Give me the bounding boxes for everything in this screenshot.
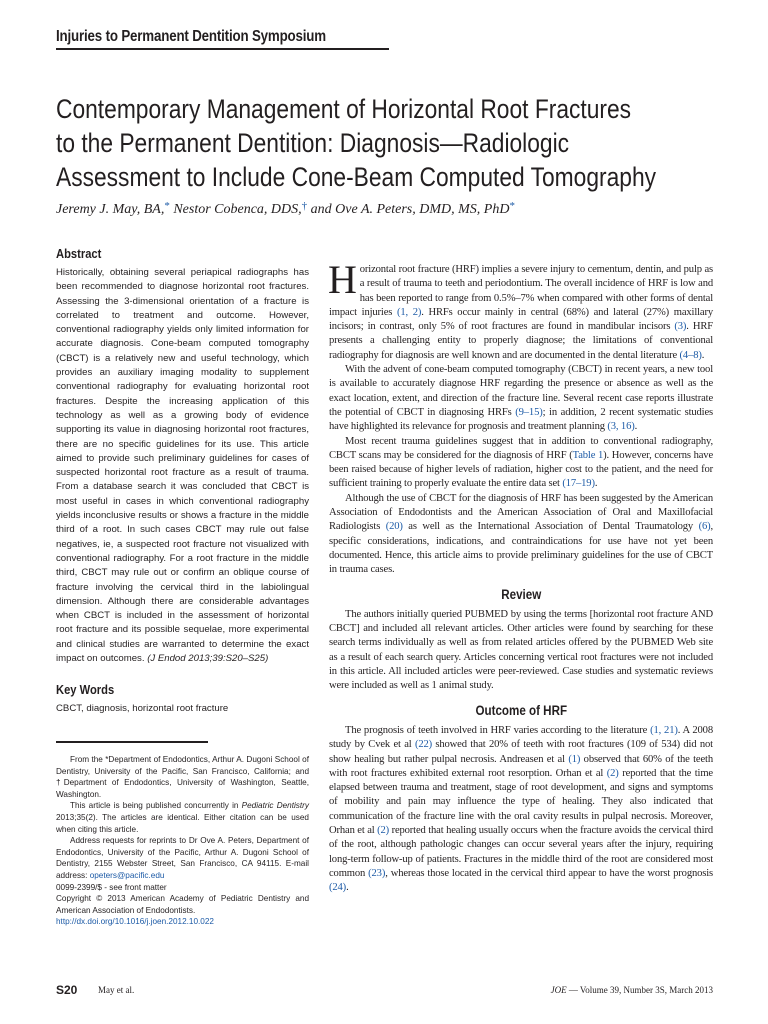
paragraph-associations xyxy=(329,492,713,578)
p3-text-1: Most recent trauma guidelines suggest that in addition to conventional radiography, CBCT scans may be considered for the diagnosis of HRF ( xyxy=(329,435,713,461)
section-header xyxy=(56,28,389,50)
ref-link[interactable]: (22) xyxy=(414,739,432,751)
title-line-2: to the Permanent Dentition: Diagnosis—Radiologic xyxy=(56,128,570,158)
o-text-7: , whereas those located in the cervical third appear to have the worst prognosis xyxy=(385,867,714,879)
intro-paragraph xyxy=(328,257,714,363)
p4-text-3: , specific considerations, indications, and contraindications for use have not yet been documented. Hence, this article aims to provide preliminary guidelines for the use of CBCT in trauma cases. xyxy=(329,521,713,576)
intro-text-4: . xyxy=(701,349,705,361)
ref-link[interactable]: (20) xyxy=(385,521,403,533)
footnote-concurrent xyxy=(56,800,309,835)
keywords-text: CBCT, diagnosis, horizontal root fracture xyxy=(56,703,229,715)
intro-text-3: . HRF presents a challenging entity to properly diagnose; the limitations of conventional radiography for diagnosis are well known and are documented in the dental literature xyxy=(329,321,713,361)
footer-authors: May et al. xyxy=(98,985,135,995)
p3-text-2: ). However, concerns have been raised because of higher levels of radiation, higher cost to the patient, and the need for sufficient training to properly evaluate the entire data set xyxy=(329,449,713,490)
author-1-affiliation-mark[interactable]: * xyxy=(164,200,170,212)
footnote-address-text: Address requests for reprints to Dr Ove A. Peters, Department of Endodontics, University of the Pacific, Arthur A. Dugoni School of Dentistry, 2155 Webster Street, San Francisco, CA 94115. E-mail address: xyxy=(56,836,309,880)
author-1: Jeremy J. May, BA, xyxy=(56,202,165,217)
ref-link[interactable]: (4–8) xyxy=(679,349,702,361)
table-link[interactable]: Table 1 xyxy=(572,449,604,461)
p3-text-3: . xyxy=(594,478,598,490)
o-text-3: showed that 20% of teeth with root fractures (109 of 534) did not show healing but rather pulpal necrosis. Andreasen et al xyxy=(329,739,713,765)
footnotes xyxy=(56,754,309,928)
doi-link[interactable]: http://dx.doi.org/10.1016/j.joen.2012.10.022 xyxy=(56,917,214,927)
ref-link[interactable]: (17–19) xyxy=(562,478,595,490)
outcome-heading xyxy=(329,704,713,718)
p4-text-2: as well as the International Association of Dental Traumatology xyxy=(402,521,699,533)
footnote-concurrent-journal: Pediatric Dentistry xyxy=(241,801,309,811)
ref-link[interactable]: (9–15) xyxy=(515,406,543,418)
journal-info xyxy=(551,985,713,995)
journal-abbrev: JOE xyxy=(550,985,567,995)
outcome-paragraph xyxy=(329,724,713,896)
p4-text-1: Although the use of CBCT for the diagnosis of HRF has been suggested by the American Association of Endodontists and the American Association of Oral and Maxillofacial Radiologists xyxy=(329,492,713,533)
author-3: and Ove A. Peters, DMD, MS, PhD xyxy=(307,202,510,217)
p2-text-2: ; in addition, 2 recent systematic studies have highlighted its relevance for prognosis and treatment planning xyxy=(329,406,713,433)
abstract-heading: Abstract xyxy=(56,246,102,261)
keywords-heading: Key Words xyxy=(56,682,115,698)
footnote-copyright: Copyright © 2013 American Academy of Pediatric Dentistry and American Association of Endodontists. xyxy=(56,894,309,915)
o-text-1: The prognosis of teeth involved in HRF varies according to the literature xyxy=(345,724,651,736)
review-paragraph: The authors initially queried PUBMED by using the terms [horizontal root fracture AND CBCT] and included all relevant articles. Other articles were found by searching for these search terms individually as well as from related articles offered by the PUBMED Web site as a result of each search query. Articles concerning vertical root fractures were not included in this article. All included articles were peer-reviewed. Case studies and systematic reviews were included as well as 1 animal study. xyxy=(329,608,713,692)
o-text-2: . A 2008 study by Cvek et al xyxy=(329,724,713,751)
footnote-concurrent-text-2: 2013;35(2). The articles are identical. Either citation can be used when citing this article. xyxy=(56,812,309,834)
intro-text-2: . HRFs occur mainly in central (68%) and lateral (27%) maxillary incisors; in contrast, only 5% of root fractures are found in mandibular incisors xyxy=(329,306,714,333)
title-line-1: Contemporary Management of Horizontal Root Fractures xyxy=(56,94,632,124)
email-link[interactable]: opeters@pacific.edu xyxy=(89,870,165,880)
title-line-3: Assessment to Include Cone-Beam Computed Tomography xyxy=(56,162,657,192)
o-text-4: observed that 60% of the teeth with root fractures exhibited external root resorption. Orhan et al xyxy=(329,753,713,779)
ref-link[interactable]: (6) xyxy=(698,521,711,533)
ref-link[interactable]: (3) xyxy=(674,321,687,333)
author-line xyxy=(56,200,515,218)
footnote-address xyxy=(56,835,309,881)
ref-link[interactable]: (1, 2) xyxy=(396,306,422,318)
intro-text-1: orizontal root fracture (HRF) implies a severe injury to cementum, dentin, and pulp as a result of trauma to teeth and periodontium. The overall incidence of HRF is low and has been reported to range from 0.5%–7% when compared with other forms of dental impact injuries xyxy=(329,264,713,318)
outcome-heading-text: Outcome of HRF xyxy=(475,702,567,718)
body-column xyxy=(328,257,714,895)
page-number: S20 xyxy=(56,983,78,997)
p2-text-1: With the advent of cone-beam computed tomography (CBCT) in recent years, a new tool is available to accurately diagnose HRF regarding the presence or absence as well as the exact location, extent, and direction of the fracture line. Several recent case reports illustrate the potential of CBCT in diagnosing HRFs xyxy=(329,364,713,418)
abstract-citation: (J Endod 2013;39:S20–S25) xyxy=(147,653,269,665)
o-text-8: . xyxy=(346,882,349,894)
article-title xyxy=(56,92,727,194)
footnote-issn: 0099-2399/$ - see front matter xyxy=(56,882,167,892)
ref-link[interactable]: (3, 16) xyxy=(607,421,635,433)
author-2: Nestor Cobenca, DDS, xyxy=(169,202,302,217)
o-text-5: reported that the time elapsed between trauma and treatment, stage of root development, and signs and symptoms of mobility and pain may influence the type of healing. They also indicated that communication of the fracture line with the oral cavity results in pulpal necrosis. Moreover, Orhan et al xyxy=(329,767,713,836)
journal-volume: — Volume 39, Number 3S, March 2013 xyxy=(566,985,713,995)
p2-text-3: . xyxy=(634,421,638,433)
o-text-6: reported that healing usually occurs when the fracture avoids the cervical third of the root, although pathologic changes can occur several years after the injury, requiring long-term follow-up of patients. Fractures in the middle third of the root are considered most common xyxy=(329,824,713,879)
page-footer xyxy=(56,983,713,999)
review-heading-text: Review xyxy=(500,586,542,602)
author-2-affiliation-mark[interactable]: † xyxy=(301,200,308,212)
ref-link[interactable]: (1, 21) xyxy=(650,724,678,736)
ref-link[interactable]: (24) xyxy=(329,882,347,894)
ref-link[interactable]: (2) xyxy=(606,767,619,779)
footnote-rule xyxy=(56,741,208,743)
paragraph-guidelines xyxy=(329,435,713,492)
footnote-doi xyxy=(56,916,309,928)
author-3-affiliation-mark[interactable]: * xyxy=(509,200,515,212)
ref-link[interactable]: (23) xyxy=(368,867,386,879)
abstract-text xyxy=(56,266,309,666)
ref-link[interactable]: (1) xyxy=(568,753,581,765)
drop-cap: H xyxy=(328,257,357,302)
section-label: Injuries to Permanent Dentition Symposium xyxy=(56,28,326,45)
footnote-concurrent-text: This article is being published concurrently in xyxy=(70,801,242,811)
abstract-body: Historically, obtaining several periapical radiographs has been recommended to diagnose horizontal root fractures. Assessing the 3-dimensional orientation of a fracture is correlated to treatment and outcome. However, conventional radiography yields only limited information for accurate diagnosis. Cone-beam computed tomography (CBCT) is a relatively new and useful technology, which provides an auxiliary imaging modality to supplement conventional radiography for evaluating horizontal root fractures. Despite the increasing application of this technology as well as a growing body of evidence supporting its value in diagnosing horizontal root fractures, there are no specific guidelines for its use. This article aimed to provide such preliminary guidelines for cases of suspected horizontal root fracture as a result of trauma. From a database search it was concluded that CBCT is most useful in cases in which conventional radiography yields inconclusive results or shows a fracture in the middle third of a root. In such cases CBCT may rule out false negatives, ie, a suspected root fracture not visualized with conventional radiography. For a root fracture in the middle third, CBCT may rule out or confirm an oblique course of fracture involving the cervical third in the labiolingual dimension. Although there are considerable advantages when CBCT is included in the assessment of horizontal root fracture and its possible sequelae, more experimental and clinical studies are warranted to determine the exact impact on outcomes. xyxy=(56,267,309,665)
review-heading xyxy=(329,588,713,602)
paragraph-cbct-advent xyxy=(329,363,713,434)
abstract-column xyxy=(56,246,309,716)
footnote-affiliation: From the *Department of Endodontics, Arthur A. Dugoni School of Dentistry, University of the Pacific, San Francisco, California; and †Department of Endodontics, University of Washington, Seattle, Washington. xyxy=(56,755,309,799)
section-rule xyxy=(56,48,389,50)
ref-link[interactable]: (2) xyxy=(377,824,390,836)
